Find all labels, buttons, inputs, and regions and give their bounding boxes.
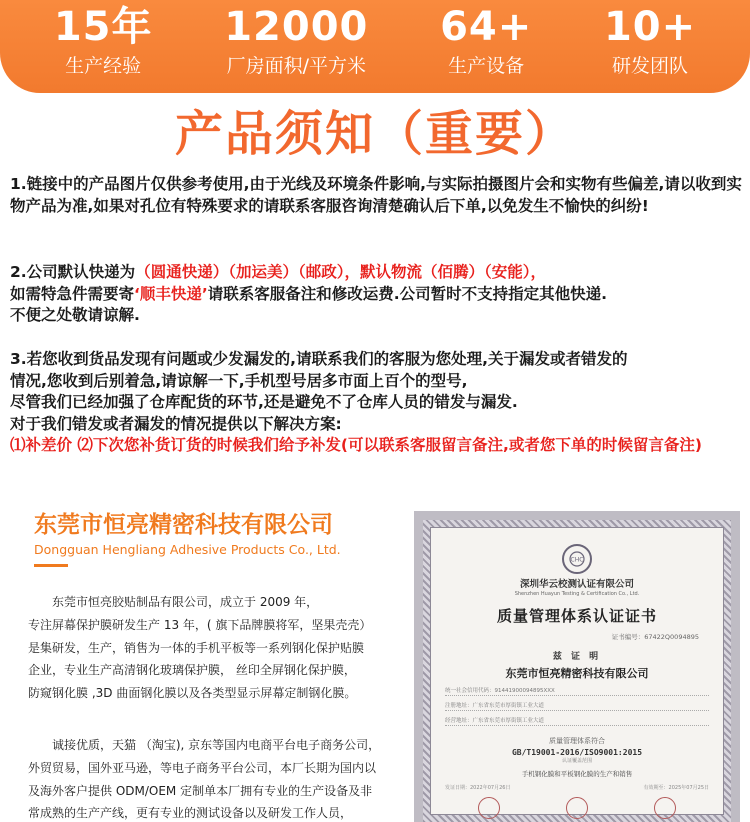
certificate-standard-sub: 认证覆盖范围 (561, 758, 592, 764)
stat-label: 研发团队 (612, 55, 689, 77)
company-name: 东莞市恒亮精密科技有限公司 (34, 512, 333, 538)
seal-icon (654, 797, 676, 819)
intro-line: 专注屏幕保护膜研发生产 13 年，( 旗下品牌膜将军，坚果壳壳） (28, 617, 372, 632)
certificate-standard: GB/T19001-2016/ISO9001:2015 (511, 748, 643, 757)
intro-line: 诚接优质，天猫 （淘宝), 京东等国内电商平台电子商务公司， (28, 738, 381, 752)
stat-value: 64+ (440, 4, 533, 50)
courier-list: （圆通快递）（加运美）（邮政），默认物流（佰腾）（安能）， (135, 263, 546, 281)
certificate-title: 质量管理体系认证证书 (496, 607, 657, 625)
company-intro-2 (28, 734, 406, 822)
notice-line: 对于我们错发或者漏发的情况提供以下解决方案: (10, 414, 342, 433)
intro-line: 东莞市恒亮胶贴制品有限公司，成立于 2009 年， (28, 595, 319, 609)
intro-line: 企业，专业生产高清钢化玻璃保护膜， 丝印全屏钢化保护膜， (28, 663, 356, 678)
stat-rd-team (604, 2, 696, 78)
stat-value: 10+ (603, 4, 697, 50)
seal-icon (478, 797, 500, 819)
notice-paragraph-3 (10, 349, 746, 457)
certificate-issue-date: 发证日期：2022年07月26日 (445, 785, 511, 791)
certificate-expire-date: 有效期至：2025年07月25日 (643, 785, 709, 791)
notice-text: 如需特急件需要寄 (10, 284, 135, 303)
stat-factory-area (224, 2, 368, 78)
certificate-body (430, 527, 724, 815)
notice-line: 尽管我们已经加强了仓库配货的环节,还是避免不了仓库人员的错发与漏发. (10, 393, 518, 411)
certificate-seals (445, 797, 709, 819)
notice-title: 产品须知（重要） (174, 106, 575, 162)
notice-line: 情况,您收到后别着急,请谅解一下,手机型号居多市面上百个的型号, (10, 371, 468, 390)
certificate-standard-heading: 质量管理体系符合 (549, 737, 605, 745)
seal-icon (566, 797, 588, 819)
stats-banner (0, 0, 750, 93)
certificate-number: 证书编号：67422Q0094895 (611, 633, 699, 641)
certificate-detail-line: 统一社会信用代码：91441900094895XXX (445, 686, 709, 696)
certificate-holder: 东莞市恒亮精密科技有限公司 (505, 667, 649, 680)
intro-line: 常成熟的生产产线，更有专业的测试设备以及研发工作人员， (28, 806, 353, 821)
notice-paragraph-2 (10, 262, 746, 327)
notice-line (10, 284, 746, 306)
certificate-issuer-en: Shenzhen Huayun Testing & Certification Co., Ltd. (514, 591, 640, 597)
stat-label: 生产设备 (448, 55, 525, 77)
stat-value: 15年 (53, 4, 153, 50)
certificate-emblem-icon (562, 544, 592, 574)
company-intro-1 (28, 591, 406, 705)
notice-line (10, 262, 746, 284)
notice-line: 不便之处敬请谅解. (10, 306, 140, 324)
certificate-dates (445, 784, 709, 791)
stat-equipment (440, 2, 532, 78)
notice-text: 请联系客服备注和修改运费.公司暂时不支持指定其他快递. (207, 284, 608, 303)
intro-line: 外贸贸易，国外亚马逊，等电子商务平台公司，本厂长期为国内以 (28, 760, 377, 775)
stat-value: 12000 (224, 4, 369, 50)
stat-label: 厂房面积/平方米 (226, 55, 366, 77)
certificate-scope: 手机钢化膜和平板钢化膜的生产和销售 (521, 770, 633, 778)
certificate-issuer: 深圳华云校测认证有限公司 (519, 579, 634, 590)
certificate-detail-line: 经营地址：广东省东莞市厚街镇工业大道 (445, 716, 709, 726)
certificate-certify: 兹 证 明 (552, 652, 602, 662)
intro-line: 防窥钢化膜 ,3D 曲面钢化膜以及各类型显示屏幕定制钢化膜。 (28, 686, 357, 701)
emblem-text: CHC (570, 556, 584, 564)
notice-line: 3.若您收到货品发现有问题或少发漏发的,请联系我们的客服为您处理,关于漏发或者错发的 (10, 350, 628, 368)
stat-label: 生产经验 (65, 55, 142, 77)
solution-text: ⑴补差价 ⑵下次您补货订货的时候我们给予补发(可以联系客服留言备注,或者您下单的时候留言备注) (10, 436, 702, 454)
notice-paragraph-1: 1.链接中的产品图片仅供参考使用,由于光线及环境条件影响,与实际拍摄图片会和实物有些偏差,请以收到实物产品为准,如果对孔位有特殊要求的请联系客服咨询清楚确认后下单,以免发生不愉快的纠纷! (10, 175, 742, 215)
divider-accent (34, 564, 68, 567)
notice-text: 2.公司默认快递为 (10, 263, 136, 281)
intro-line: 及海外客户提供 ODM/OEM 定制单本厂拥有专业的生产设备及非 (28, 783, 373, 798)
certificate-image (414, 511, 740, 822)
company-name-en: Dongguan Hengliang Adhesive Products Co., Ltd. (34, 542, 341, 557)
stat-experience (54, 2, 153, 78)
certificate-border (423, 520, 731, 822)
certificate-detail-line: 注册地址：广东省东莞市厚街镇工业大道 (445, 701, 709, 711)
intro-line: 是集研发，生产，销售为一体的手机平板等一系列钢化保护贴膜 (28, 640, 365, 655)
sf-express: ‘顺丰快递’ (134, 284, 208, 303)
